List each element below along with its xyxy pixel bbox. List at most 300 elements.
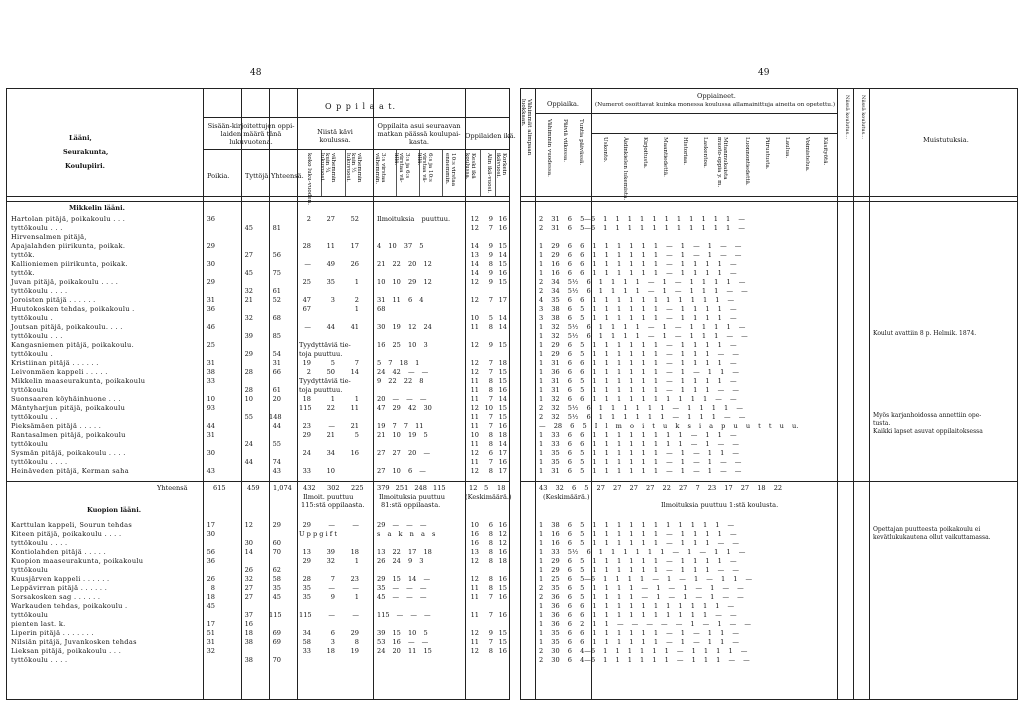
- cell-h: 17: [498, 296, 507, 304]
- ika-col-1: Keski ikä koulussa.: [464, 153, 476, 180]
- right-page-table: [520, 88, 1018, 700]
- cell-c: 5: [354, 431, 359, 439]
- cell-c: 11: [350, 404, 359, 412]
- cell-t: 26: [244, 566, 253, 574]
- cell-k: 14: [470, 260, 479, 268]
- cell-a: 33: [302, 467, 311, 475]
- cell-y: 31: [272, 359, 281, 367]
- cell-h: 16: [498, 593, 507, 601]
- table-row: [521, 557, 1017, 566]
- cell-a: 115: [299, 404, 312, 412]
- cell-name: tyttökoulu . . . .: [11, 458, 68, 466]
- cell-c: 17: [350, 242, 359, 250]
- cell-name: tyttökoulu: [11, 386, 49, 394]
- header-tyttoja: Tyttöjä.: [245, 172, 271, 180]
- table-row: [521, 269, 1017, 278]
- cell-m: 16 25 10 3: [377, 341, 428, 349]
- total-matka: 379 251 248 115: [377, 484, 446, 492]
- total-note-5: (Keskimäärä.): [465, 493, 512, 501]
- table-row: [7, 350, 509, 359]
- cell-m: 10 10 29 12: [377, 278, 432, 286]
- cell-l: 8: [488, 377, 493, 385]
- table-row: [7, 620, 509, 629]
- table-row: [7, 377, 509, 386]
- cell-l: 8: [488, 548, 493, 556]
- cell-h: 15: [498, 260, 507, 268]
- cell-l: 8: [488, 647, 493, 655]
- matka-col-3: 6:s ja 10:s virstaa vä-lillä.: [415, 153, 433, 183]
- cell-y: 70: [272, 548, 281, 556]
- subject-11: Voimistelua.: [804, 137, 810, 172]
- cell-y: 43: [272, 467, 281, 475]
- cell-name: tyttökoulu: [11, 566, 49, 574]
- ika-heading: Oppilaiden ikä.: [465, 132, 516, 140]
- cell-h: 15: [498, 377, 507, 385]
- total-note-1: Ilmoit. puuttuu: [303, 493, 354, 501]
- row-values: 1 29 6 6 1 1 1 1 1 1 — 1 — 1 — —: [539, 251, 742, 259]
- total-tyttoja: 459: [247, 484, 260, 492]
- table-row: [7, 278, 509, 287]
- total-note-3: Ilmoituksia puuttuu: [379, 493, 445, 501]
- cell-l: 9: [488, 278, 493, 286]
- table-row: [521, 584, 1017, 593]
- table-row: [7, 557, 509, 566]
- cell-h: 15: [498, 404, 507, 412]
- cell-name: Kuusjärven kappeli . . . . . .: [11, 575, 110, 583]
- table-row: [521, 314, 1017, 323]
- left-page-number: 48: [250, 68, 262, 78]
- header-yhteensa: Yhteensä.: [271, 172, 304, 180]
- table-row: [7, 314, 509, 323]
- row-values: 1 29 6 5 1 1 1 1 1 1 — 1 1 1 — —: [539, 350, 739, 358]
- cell-b: 11: [326, 242, 335, 250]
- cell-a: 18: [302, 395, 311, 403]
- table-row: [521, 638, 1017, 647]
- note-koulut-avattiin: Koulut avattiin 8 p. Helmik. 1874.: [873, 330, 977, 337]
- cell-y: 61: [272, 386, 281, 394]
- cell-l: 8: [488, 575, 493, 583]
- cell-name: Kontiolahden pitäjä . . . . .: [11, 548, 106, 556]
- cell-p: 44: [206, 422, 215, 430]
- cell-k: 12: [470, 278, 479, 286]
- cell-c: 1: [354, 557, 359, 565]
- cell-c: —: [352, 521, 359, 529]
- row-values: 1 16 6 5 1 1 1 1 1 1 — 1 1 1 — —: [539, 539, 739, 547]
- cell-name: pienten last. k.: [11, 620, 66, 628]
- row-values: 1 32 5½ 6 1 1 1 1 — 1 — 1 1 1 1 —: [539, 323, 746, 331]
- cell-c: 1: [354, 305, 359, 313]
- cell-p: 31: [206, 638, 215, 646]
- oppilaat-heading: O p p i l a a t.: [325, 102, 397, 111]
- cell-h: 14: [498, 395, 507, 403]
- cell-name: Warkauden tehdas, poikakoulu .: [11, 602, 128, 610]
- cell-h: 16: [498, 224, 507, 232]
- kavi-col-3: vähemmin kuin ½ lukuvuosi.: [344, 153, 362, 183]
- cell-h: 15: [498, 638, 507, 646]
- cell-a: 67: [302, 305, 311, 313]
- cell-y: 66: [272, 368, 281, 376]
- subject-5: Historiaa.: [682, 137, 688, 166]
- table-row: [7, 287, 509, 296]
- row-values: — 28 6 5 I l m o i t u k s i a p u u t t u u.: [539, 422, 799, 430]
- cell-name: tyttökoulu . . .: [11, 332, 63, 340]
- table-row: [7, 548, 509, 557]
- cell-k: 12: [470, 296, 479, 304]
- row-values: 4 35 6 6 1 1 1 1 1 1 1 1 1 1 1 —: [539, 296, 735, 304]
- cell-t: 38: [244, 638, 253, 646]
- cell-y: 148: [269, 413, 282, 421]
- row-values: 3 38 6 5 1 1 1 1 1 1 — 1 1 1 1 —: [539, 305, 737, 313]
- cell-c: 18: [350, 548, 359, 556]
- cell-c: 16: [350, 449, 359, 457]
- table-row: [521, 593, 1017, 602]
- cell-a: 2: [306, 215, 311, 223]
- cell-p: 36: [206, 215, 215, 223]
- row-values: 1 29 6 5 1 1 1 1 1 1 — 1 1 1 — —: [539, 566, 739, 574]
- cell-y: 45: [272, 593, 281, 601]
- row-values: 1 35 6 6 1 1 1 1 1 1 — 1 — 1 1 —: [539, 629, 739, 637]
- table-row: [7, 395, 509, 404]
- cell-name: tyttök.: [11, 251, 35, 259]
- cell-m: 27 10 6 —: [377, 467, 426, 475]
- cell-a: 29: [302, 557, 311, 565]
- cell-m: 24 20 11 15: [377, 647, 432, 655]
- cell-name: Rantasalmen pitäjä, poikakoulu: [11, 431, 126, 439]
- extra-col-2: Niissä koulutus...: [860, 95, 866, 139]
- cell-name: Kristiinan pitäjä . . . . . .: [11, 359, 99, 367]
- cell-t: 45: [244, 224, 253, 232]
- total-label: Yhteensä: [157, 484, 188, 492]
- subject-4: Maantiedettä.: [662, 137, 668, 177]
- vahimmat-col-2: Päiviä viikossa.: [562, 119, 568, 163]
- cell-k: 13: [470, 548, 479, 556]
- cell-p: 30: [206, 260, 215, 268]
- cell-p: 30: [206, 530, 215, 538]
- row-values: 2 34 5½ 6 1 1 1 1 — 1 — 1 1 1 — —: [539, 287, 748, 295]
- cell-h: 16: [498, 386, 507, 394]
- ika-col-2: Alin ikä-vuosi.: [486, 153, 492, 193]
- row-values: 1 16 6 6 1 1 1 1 1 1 — 1 1 1 1 —: [539, 269, 737, 277]
- cell-y: 69: [272, 638, 281, 646]
- cell-t: 45: [244, 269, 253, 277]
- cell-m: 29 15 14 —: [377, 575, 431, 583]
- table-row: [7, 341, 509, 350]
- cell-b: 10: [326, 467, 335, 475]
- cell-m: 27 27 20 —: [377, 449, 431, 457]
- total-pojkia: 615: [213, 484, 226, 492]
- table-row: [7, 332, 509, 341]
- cell-h: 15: [498, 368, 507, 376]
- cell-p: 18: [206, 593, 215, 601]
- cell-t: 27: [244, 584, 253, 592]
- right-total-note-1: (Keskimäärä.): [543, 493, 590, 501]
- table-row: [521, 656, 1017, 665]
- cell-c: 29: [350, 629, 359, 637]
- cell-k: 16: [470, 539, 479, 547]
- cell-k: 14: [470, 242, 479, 250]
- row-values: 2 30 6 4—6 1 1 1 1 1 1 — 1 1 1 — —: [539, 656, 750, 664]
- cell-k: 12: [470, 368, 479, 376]
- cell-y: 54: [272, 350, 281, 358]
- cell-name: Sorsakosken sag . . . . . .: [11, 593, 101, 601]
- header-pojkia: Poikia.: [207, 172, 230, 180]
- oppiaineet-heading: Oppiaineet.: [697, 92, 736, 100]
- table-row: [521, 278, 1017, 287]
- subject-7: Mitanmukaista muoto-oppia y. m.: [716, 137, 728, 188]
- cell-a: 29: [302, 521, 311, 529]
- table-row: [521, 296, 1017, 305]
- cell-a: Tyydyttäviä tie-: [299, 377, 351, 385]
- row-values: 1 33 6 6 1 1 1 1 1 1 1 1 — 1 — —: [539, 440, 739, 448]
- cell-l: 9: [488, 341, 493, 349]
- cell-t: 44: [244, 458, 253, 466]
- cell-c: 26: [350, 260, 359, 268]
- table-row: [7, 242, 509, 251]
- cell-h: 12: [498, 530, 507, 538]
- cell-l: 8: [488, 386, 493, 394]
- matka-line-3: kasta.: [409, 138, 429, 146]
- table-row: [521, 611, 1017, 620]
- cell-t: 38: [244, 656, 253, 664]
- subject-12: Käsityötä.: [822, 137, 828, 166]
- cell-t: 14: [244, 548, 253, 556]
- cell-l: 7: [488, 413, 493, 421]
- cell-c: 41: [350, 323, 359, 331]
- vahimmat-col-1: Vähimmin vuodessa.: [546, 119, 552, 177]
- row-values: 1 33 6 6 1 1 1 1 1 1 1 1 — 1 1 —: [539, 431, 737, 439]
- table-row: [7, 629, 509, 638]
- table-row: [7, 431, 509, 440]
- cell-l: 8: [488, 431, 493, 439]
- cell-l: 9: [488, 629, 493, 637]
- cell-m: 115 — — —: [377, 611, 431, 619]
- cell-h: 14: [498, 323, 507, 331]
- cell-name: tyttökoulu . .: [11, 413, 58, 421]
- cell-a: U p p g i f t: [299, 530, 337, 538]
- cell-p: 56: [206, 548, 215, 556]
- table-row: [7, 224, 509, 233]
- cell-b: 35: [326, 278, 335, 286]
- table-row: [7, 521, 509, 530]
- row-values: 2 34 5½ 6 1 1 1 1 — 1 — 1 1 1 1 —: [539, 278, 746, 286]
- cell-m: 39 15 10 5: [377, 629, 428, 637]
- row-values: 1 35 6 6 1 1 1 1 1 1 — 1 — 1 1 —: [539, 638, 739, 646]
- cell-k: 11: [470, 422, 479, 430]
- cell-y: 68: [272, 314, 281, 322]
- cell-p: 30: [206, 449, 215, 457]
- cell-a: 29: [302, 431, 311, 439]
- cell-a: 28: [302, 575, 311, 583]
- cell-k: 11: [470, 395, 479, 403]
- cell-p: 46: [206, 323, 215, 331]
- cell-t: 16: [244, 620, 253, 628]
- cell-a: 35: [302, 584, 311, 592]
- oppiaika-heading: Oppiaika.: [547, 100, 580, 108]
- row-values: 1 29 6 5 1 1 1 1 1 1 — 1 1 1 1 —: [539, 557, 737, 565]
- cell-k: 12: [470, 215, 479, 223]
- row-values: 2 35 6 5 1 1 1 1 — 1 — 1 — 1 — —: [539, 584, 744, 592]
- cell-h: 14: [498, 251, 507, 259]
- table-row: [521, 548, 1017, 557]
- table-row: [7, 215, 509, 224]
- cell-k: 12: [470, 224, 479, 232]
- table-row: [7, 323, 509, 332]
- cell-l: 6: [488, 521, 493, 529]
- cell-name: Joroisten pitäjä . . . . . .: [11, 296, 96, 304]
- table-row: [7, 296, 509, 305]
- cell-b: 3: [330, 638, 335, 646]
- table-row: [7, 260, 509, 269]
- cell-y: 61: [272, 287, 281, 295]
- cell-a: 33: [302, 647, 311, 655]
- row-values: 1 35 6 5 1 1 1 1 1 1 — 1 — 1 — —: [539, 458, 742, 466]
- note-karjanhoito-2: tusta.: [873, 420, 891, 427]
- cell-b: 50: [326, 368, 335, 376]
- cell-t: 39: [244, 332, 253, 340]
- cell-y: 85: [272, 332, 281, 340]
- cell-k: 16: [470, 530, 479, 538]
- cell-y: 62: [272, 566, 281, 574]
- cell-p: 29: [206, 242, 215, 250]
- cell-h: 15: [498, 341, 507, 349]
- cell-k: 12: [470, 647, 479, 655]
- cell-b: 18: [326, 647, 335, 655]
- cell-name: Nilsiän pitäjä, Juvankosken tehdas: [11, 638, 137, 646]
- cell-h: 16: [498, 548, 507, 556]
- cell-m: 68: [377, 305, 386, 313]
- section-kuopio: Kuopion lääni.: [87, 506, 142, 514]
- row-values: 1 16 6 5 1 1 1 1 1 1 — 1 1 1 1 —: [539, 530, 737, 538]
- row-values: 1 32 5½ 6 1 1 1 1 — 1 — 1 1 1 — —: [539, 332, 748, 340]
- table-row: [521, 377, 1017, 386]
- cell-m: 29 — — —: [377, 521, 427, 529]
- cell-b: 22: [326, 404, 335, 412]
- cell-b: 44: [326, 323, 335, 331]
- cell-name: Hirvensalmen pitäjä,: [11, 233, 87, 241]
- matka-line-1: Oppilaita asui seuraavan: [377, 122, 461, 130]
- cell-t: 21: [244, 296, 253, 304]
- cell-t: 12: [244, 521, 253, 529]
- cell-p: 93: [206, 404, 215, 412]
- cell-m: 21 22 20 12: [377, 260, 432, 268]
- table-row: [521, 251, 1017, 260]
- cell-a: 19: [302, 359, 311, 367]
- cell-name: Joutsan pitäjä, poikakoulu. . . .: [11, 323, 123, 331]
- cell-k: 10: [470, 431, 479, 439]
- cell-m: 45 — — —: [377, 593, 427, 601]
- kirjoitettu-line-2: laiden määrä tänä: [220, 130, 282, 138]
- cell-l: 8: [488, 539, 493, 547]
- cell-k: 10: [470, 314, 479, 322]
- cell-p: 17: [206, 620, 215, 628]
- row-values: 2 32 5½ 6 1 1 1 1 1 1 — 1 1 1 1 —: [539, 404, 743, 412]
- cell-a: 24: [302, 449, 311, 457]
- subject-6: Laskentoa.: [702, 137, 708, 168]
- cell-b: —: [328, 422, 335, 430]
- cell-b: 3: [330, 296, 335, 304]
- total-ika-keski: 12: [469, 484, 478, 492]
- row-values: 1 31 6 5 1 1 1 1 1 1 — 1 — 1 — —: [539, 467, 742, 475]
- row-values: 1 31 6 5 1 1 1 1 1 1 — 1 1 1 — —: [539, 386, 739, 394]
- cell-p: 31: [206, 296, 215, 304]
- table-row: [521, 359, 1017, 368]
- cell-b: 21: [326, 431, 335, 439]
- right-total-note-2: Ilmoituksia puuttuu 1:stä koulusta.: [661, 501, 779, 509]
- cell-k: 11: [470, 638, 479, 646]
- cell-k: 14: [470, 269, 479, 277]
- cell-k: 12: [470, 341, 479, 349]
- row-values: 1 31 6 6 1 1 1 1 1 1 — 1 1 1 1 —: [539, 359, 737, 367]
- table-row: [7, 458, 509, 467]
- cell-l: 7: [488, 368, 493, 376]
- note-oppilaitoksessa: Kaikki lapset asuvat oppilaitoksessa: [873, 428, 983, 435]
- cell-b: 39: [326, 548, 335, 556]
- cell-l: 8: [488, 467, 493, 475]
- cell-t: 55: [244, 413, 253, 421]
- table-row: [7, 404, 509, 413]
- cell-k: 11: [470, 440, 479, 448]
- row-values: 1 32 6 6 1 1 1 1 1 1 1 1 1 1 — —: [539, 395, 737, 403]
- cell-name: Leppävirran pitäjä . . . . . .: [11, 584, 108, 592]
- cell-b: 49: [326, 260, 335, 268]
- cell-c: 52: [350, 215, 359, 223]
- cell-a: 58: [302, 638, 311, 646]
- cell-h: 14: [498, 440, 507, 448]
- cell-y: 35: [272, 584, 281, 592]
- cell-y: 56: [272, 251, 281, 259]
- cell-y: 75: [272, 269, 281, 277]
- table-row: [7, 359, 509, 368]
- table-row: [7, 584, 509, 593]
- table-row: [7, 413, 509, 422]
- cell-name: Sysmän pitäjä, poikakoulu . . . .: [11, 449, 126, 457]
- extra-col-1: Niissä koulutus...: [844, 95, 850, 139]
- table-row: [521, 242, 1017, 251]
- left-page-table: [6, 88, 516, 700]
- cell-p: 36: [206, 305, 215, 313]
- cell-t: 27: [244, 593, 253, 601]
- cell-m: 47 29 42 30: [377, 404, 432, 412]
- cell-name: Suonsaaren köyhäinhuone . . .: [11, 395, 121, 403]
- cell-k: 12: [470, 629, 479, 637]
- total-yhteensa: 1,074: [273, 484, 292, 492]
- cell-h: 15: [498, 278, 507, 286]
- cell-name: tyttökoulu .: [11, 314, 54, 322]
- cell-y: 58: [272, 575, 281, 583]
- table-row: [521, 287, 1017, 296]
- cell-c: 1: [354, 278, 359, 286]
- cell-name: Leivonmäen kappeli . . . . .: [11, 368, 108, 376]
- table-row: [521, 350, 1017, 359]
- right-page-number: 49: [758, 68, 770, 78]
- cell-h: 15: [498, 242, 507, 250]
- total-ika-korkein: 18: [497, 484, 506, 492]
- cell-y: 81: [272, 224, 281, 232]
- table-row: [7, 467, 509, 476]
- cell-l: 7: [488, 224, 493, 232]
- cell-l: 7: [488, 593, 493, 601]
- cell-name: tyttökoulu: [11, 440, 49, 448]
- cell-k: 12: [470, 557, 479, 565]
- cell-y: 69: [272, 629, 281, 637]
- cell-name: Kiteen pitäjä, poikakoulu . . . .: [11, 530, 122, 538]
- cell-c: 2: [354, 296, 359, 304]
- cell-name: tyttökoulu .: [11, 350, 54, 358]
- cell-name: Karttulan kappeli, Sourun tehdas: [11, 521, 133, 529]
- cell-h: 12: [498, 539, 507, 547]
- cell-l: 8: [488, 557, 493, 565]
- cell-l: 7: [488, 296, 493, 304]
